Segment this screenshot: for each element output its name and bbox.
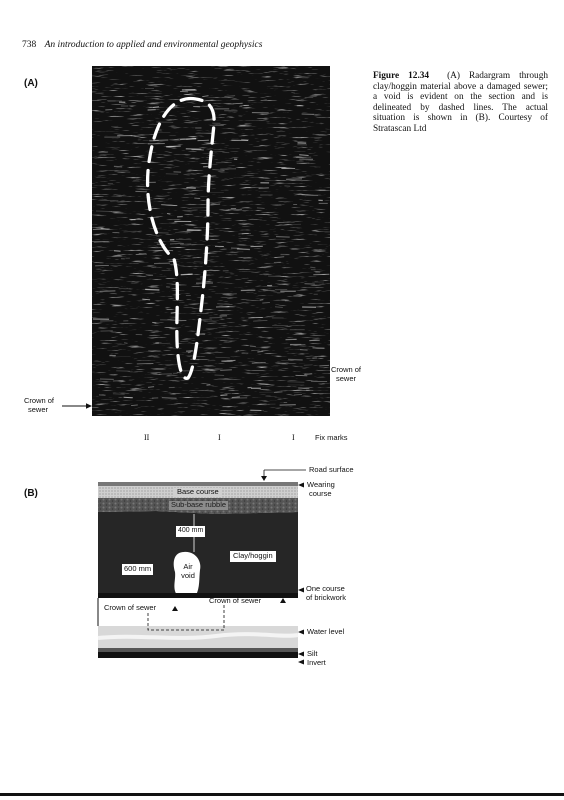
radargram-streak <box>231 398 248 399</box>
radargram-streak <box>100 291 116 292</box>
wearing-course-line-2: course <box>309 488 332 498</box>
brickwork-line-2: of brickwork <box>306 592 347 602</box>
air-void-line-2: void <box>181 570 195 580</box>
crown-left-line-2: sewer <box>28 404 49 414</box>
radargram-streak <box>296 375 308 376</box>
crown-right-line-2: sewer <box>336 373 357 383</box>
crown-of-sewer-left-label <box>24 397 54 414</box>
brickwork-line-1: One course <box>306 584 345 593</box>
radargram-streak <box>242 233 249 234</box>
running-title: An introduction to applied and environmental geophysics <box>44 40 263 50</box>
radargram-streak <box>153 107 159 108</box>
silt-arrow-icon <box>298 652 304 657</box>
brickwork-label <box>306 585 346 602</box>
radargram-reflections <box>92 66 330 416</box>
radargram-streak <box>276 237 290 238</box>
radargram-streak <box>237 249 250 250</box>
crown-of-sewer-b-right-label: Crown of sewer <box>209 596 262 605</box>
air-void-label <box>180 563 196 580</box>
fix-mark-3: I <box>292 433 295 442</box>
radargram-streak <box>263 290 275 291</box>
radargram-streak <box>96 211 112 212</box>
radargram-streak <box>309 340 319 341</box>
figure-number: Figure 12.34 <box>373 71 430 81</box>
radargram-streak <box>166 174 178 175</box>
crown-left-line-1: Crown of <box>24 396 55 405</box>
fix-mark-1: II <box>144 433 150 442</box>
radargram-streak <box>262 303 270 304</box>
radargram-streak <box>298 388 309 389</box>
radargram-streak <box>220 395 227 396</box>
radargram-streak <box>280 405 296 406</box>
panel-b-label: (B) <box>24 488 38 499</box>
radargram-streak <box>156 122 173 123</box>
radargram-streak <box>180 244 191 245</box>
radargram-streak <box>284 186 290 187</box>
radargram-streak <box>124 343 127 344</box>
crown-of-sewer-right-label <box>331 366 361 383</box>
fix-mark-2: I <box>218 433 221 442</box>
radargram-streak <box>186 351 193 352</box>
silt-label: Silt <box>307 649 318 658</box>
radargram-streak <box>114 166 122 167</box>
radargram-streak <box>171 312 176 313</box>
radargram-streak <box>198 140 209 141</box>
dim-600-label: 600 mm <box>124 564 152 573</box>
radargram-streak <box>145 289 159 290</box>
radargram-streak <box>257 351 263 352</box>
water-level-arrow-icon <box>298 630 304 635</box>
radargram-streak <box>285 300 289 301</box>
road-surface-label: Road surface <box>309 465 354 474</box>
fix-marks-label: Fix marks <box>315 433 348 442</box>
page-number: 738 <box>22 40 37 50</box>
radargram-streak <box>300 350 308 351</box>
arrow-left-icon <box>307 367 329 375</box>
radargram-streak <box>207 385 211 386</box>
air-void-line-1: Air <box>183 562 193 571</box>
invert-label: Invert <box>307 658 326 667</box>
base-course-label: Base course <box>174 488 222 497</box>
figure-caption <box>373 71 548 135</box>
radargram-streak <box>181 274 193 275</box>
figure-caption-text: (A) Radargram through clay/hoggin material above a damaged sewer; a void is evident on the section and is delineated by dashed lines. The actual situation is shown in (B). Courtesy of Stratascan Ltd <box>373 71 548 134</box>
radargram-streak <box>260 300 264 301</box>
panel-a-label: (A) <box>24 78 38 89</box>
radargram-streak <box>319 365 329 366</box>
radargram-streak <box>216 307 229 308</box>
dim-400-label: 400 mm <box>176 526 205 537</box>
radargram-streak <box>114 251 121 252</box>
radargram-streak <box>113 381 124 382</box>
radargram-streak <box>250 346 256 347</box>
radargram-streak <box>188 352 191 353</box>
radargram-streak <box>299 155 308 156</box>
radargram-streak <box>101 229 109 230</box>
clay-hoggin-label: Clay/hoggin <box>230 551 276 562</box>
sub-base-rubble-label: Sub-base rubble <box>171 500 227 509</box>
radargram-streak <box>115 172 131 173</box>
radargram-image <box>92 66 330 416</box>
brickwork-arrow-icon <box>298 588 304 593</box>
radargram-streak <box>310 267 315 268</box>
invert-arrow-icon <box>298 660 304 665</box>
radargram-streak <box>291 92 294 93</box>
wearing-course-line-1: Wearing <box>307 480 335 489</box>
running-header <box>22 40 262 50</box>
radargram-streak <box>257 208 265 209</box>
crown-of-sewer-b-left-label: Crown of sewer <box>104 603 157 612</box>
radargram-streak <box>294 395 302 396</box>
radargram-streak <box>110 201 118 202</box>
road-surface-arrow-icon <box>261 476 267 481</box>
wearing-course-arrow-icon <box>298 483 304 488</box>
radargram-streak <box>113 394 125 395</box>
radargram-streak <box>111 126 118 127</box>
radargram-streak <box>288 359 303 360</box>
radargram-streak <box>313 274 329 275</box>
wearing-course-label <box>307 481 335 498</box>
page-bottom-edge <box>0 793 564 796</box>
crown-right-line-1: Crown of <box>331 365 362 374</box>
arrow-right-icon <box>62 402 92 410</box>
radargram-streak <box>167 214 170 215</box>
radargram-streak <box>194 198 200 199</box>
water-level-label: Water level <box>307 627 345 636</box>
radargram-streak <box>162 398 177 399</box>
radargram-streak <box>220 370 232 371</box>
